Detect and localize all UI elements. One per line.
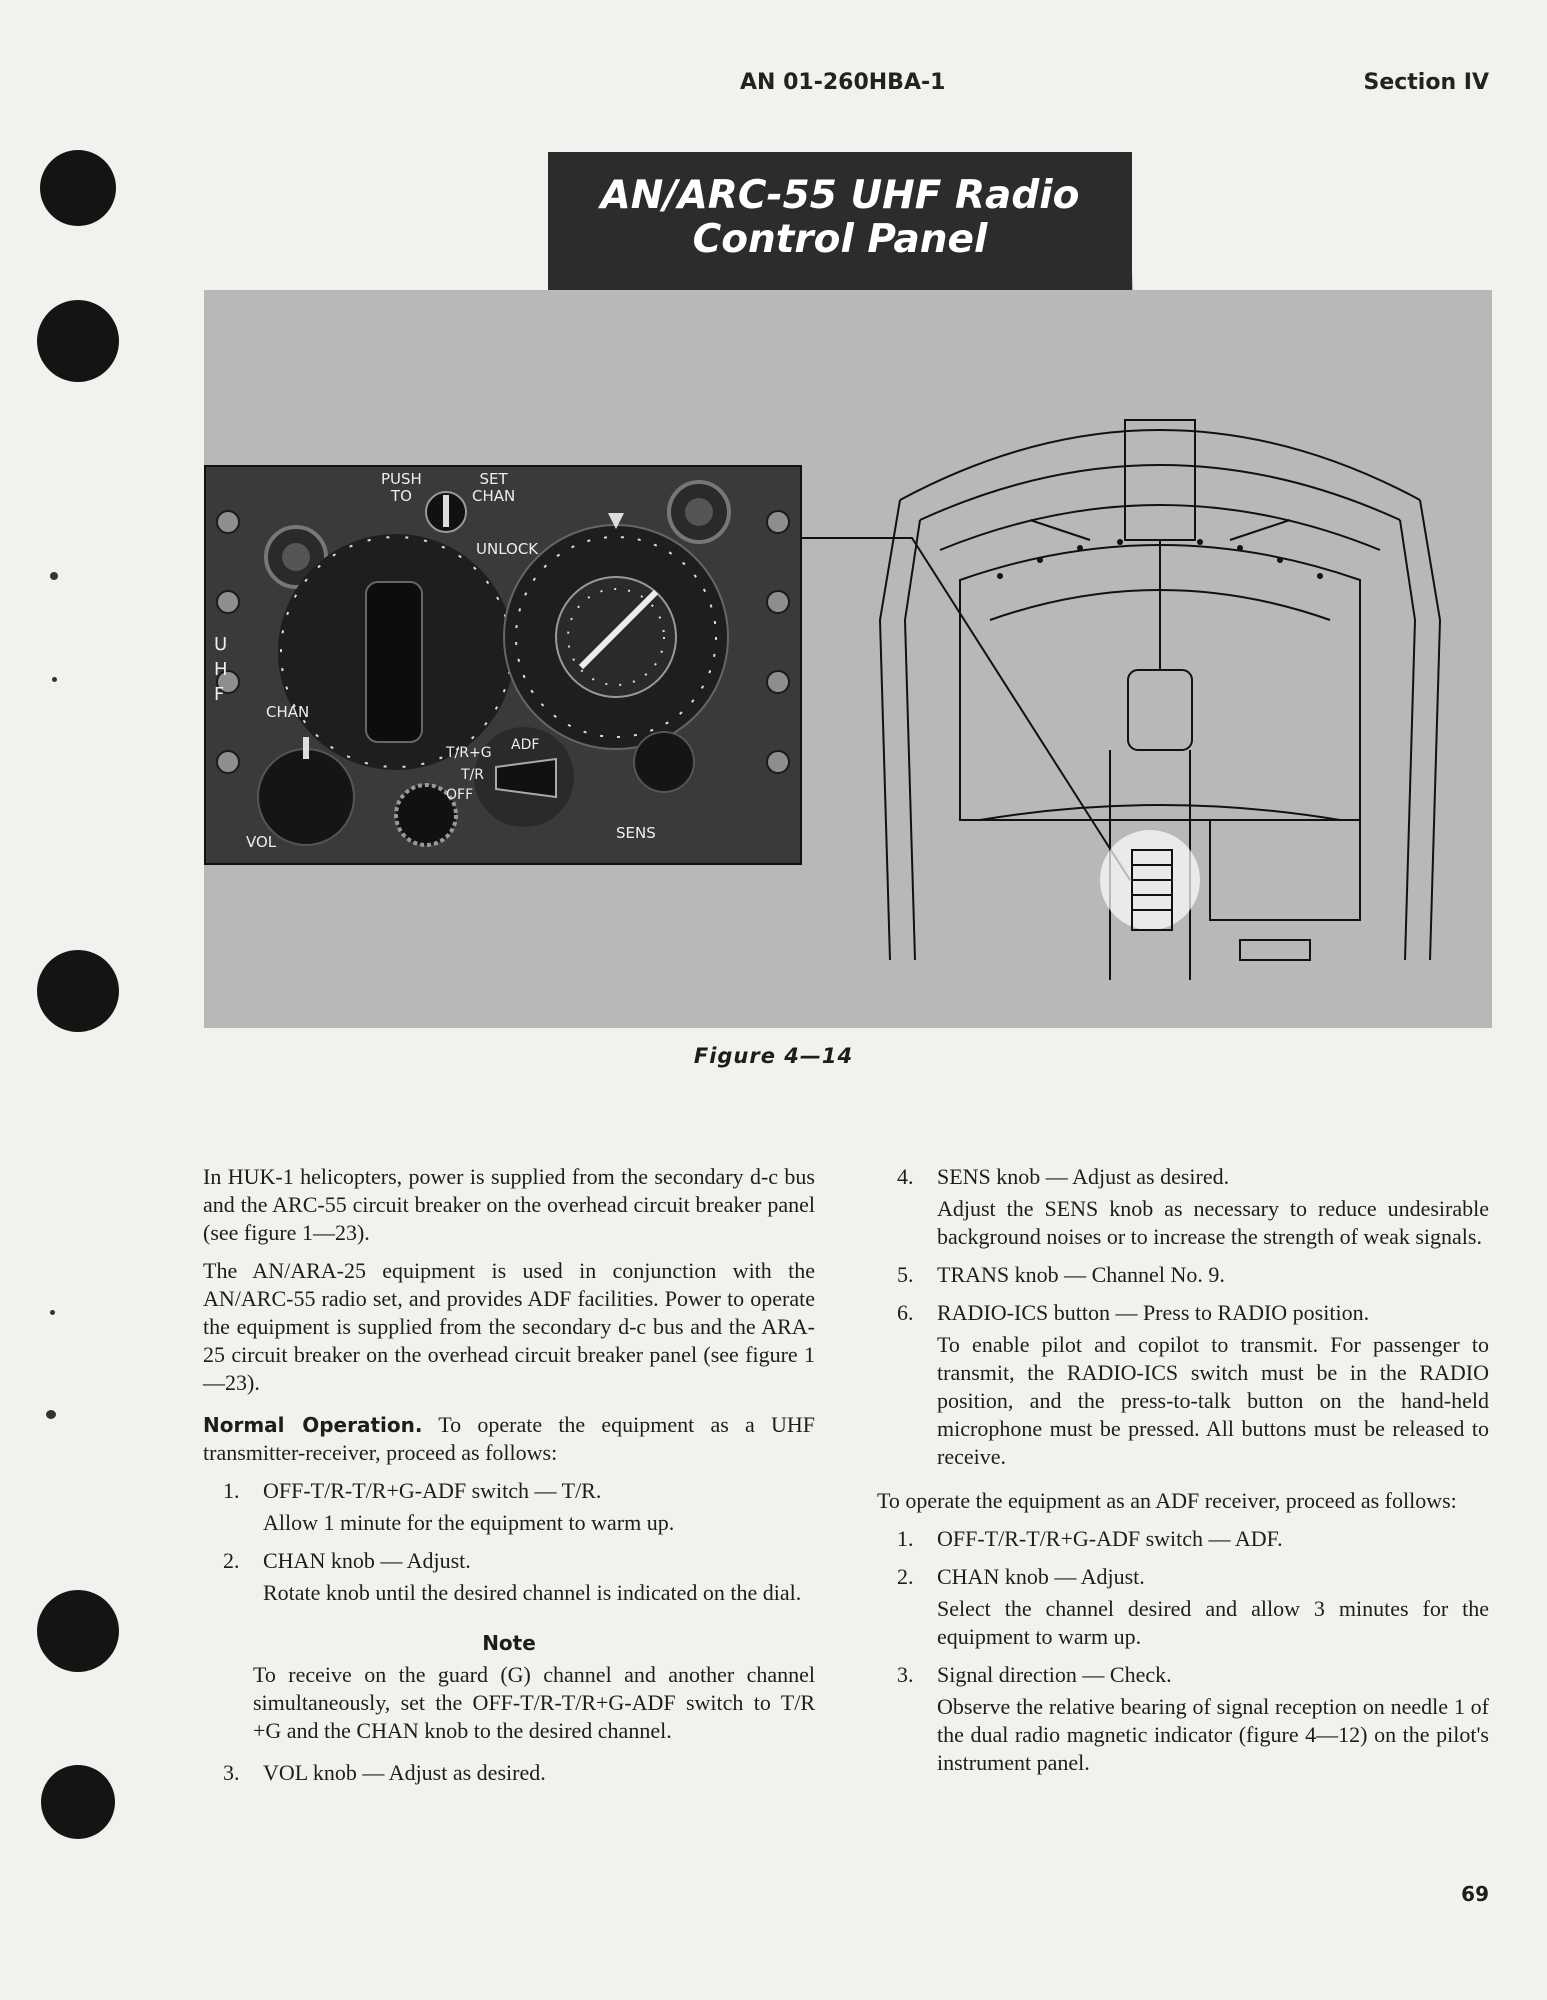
ara25-paragraph: The AN/ARA-25 equipment is used in conjunction with the AN/ARC-55 radio set, and provides ADF facilities. Power to operate the equipment is supplied from the secondary d-c bus and the ARA-25 circuit breaker on the overhead circuit breaker panel (see figure 1—23). bbox=[203, 1258, 815, 1395]
step-item bbox=[877, 1299, 1489, 1471]
note-text: To receive on the guard (G) channel and another channel simultaneously, set the OFF-T/R-T/R+G-ADF switch to T/R +G and the CHAN knob to the desired channel. bbox=[253, 1662, 815, 1743]
step-text: OFF-T/R-T/R+G-ADF switch — T/R. bbox=[263, 1478, 602, 1503]
note-heading: Note bbox=[482, 1631, 536, 1655]
step-item bbox=[203, 1477, 815, 1537]
step-text: TRANS knob — Channel No. 9. bbox=[937, 1262, 1225, 1287]
channel-window bbox=[366, 582, 422, 742]
step-detail: To enable pilot and copilot to transmit. For passenger to transmit, the RADIO-ICS switch must be in the RADIO position, and the press-to-talk button on the hand-held microphone must be pressed. All buttons must be released to receive. bbox=[937, 1332, 1489, 1469]
document-number: AN 01-260HBA-1 bbox=[740, 70, 946, 95]
uhf-control-panel bbox=[204, 465, 802, 865]
step-item bbox=[203, 1547, 815, 1607]
binder-hole bbox=[41, 1765, 115, 1839]
right-text-column bbox=[877, 1163, 1489, 1787]
vol-knob bbox=[258, 749, 354, 845]
step-text: Signal direction — Check. bbox=[937, 1662, 1172, 1687]
label-off: OFF bbox=[446, 787, 474, 803]
label-vol: VOL bbox=[246, 833, 277, 851]
cockpit-drawing bbox=[860, 400, 1460, 980]
section-label: Section IV bbox=[1363, 70, 1489, 95]
label-set-chan: SET CHAN bbox=[472, 470, 516, 505]
step-number: 4. bbox=[897, 1164, 914, 1189]
step-detail: Select the channel desired and allow 3 minutes for the equipment to warm up. bbox=[937, 1596, 1489, 1649]
figure-title-line2: Control Panel bbox=[692, 217, 988, 262]
figure-caption: Figure 4—14 bbox=[693, 1044, 854, 1068]
step-text: RADIO-ICS button — Press to RADIO position. bbox=[937, 1300, 1370, 1325]
step-text: SENS knob — Adjust as desired. bbox=[937, 1164, 1230, 1189]
label-push-to: PUSH TO bbox=[381, 470, 422, 505]
adf-intro-paragraph: To operate the equipment as an ADF receiver, proceed as follows: bbox=[877, 1488, 1457, 1513]
step-item bbox=[877, 1525, 1489, 1553]
step-number: 3. bbox=[897, 1662, 914, 1687]
normal-operation-paragraph bbox=[203, 1411, 815, 1467]
label-adf: ADF bbox=[511, 737, 540, 753]
step-item bbox=[877, 1563, 1489, 1651]
binder-hole bbox=[37, 1590, 119, 1672]
page-number: 69 bbox=[1461, 1882, 1489, 1906]
step-text: CHAN knob — Adjust. bbox=[937, 1564, 1145, 1589]
step-number: 3. bbox=[223, 1760, 240, 1785]
label-unlock: UNLOCK bbox=[476, 540, 539, 558]
step-detail: Adjust the SENS knob as necessary to reduce undesirable background noises or to increase the strength of weak signals. bbox=[937, 1196, 1489, 1249]
step-detail: Observe the relative bearing of signal reception on needle 1 of the dual radio magnetic indicator (figure 4—12) on the pilot's instrument panel. bbox=[937, 1694, 1489, 1775]
label-uhf: U H F bbox=[214, 634, 228, 705]
step-item bbox=[877, 1261, 1489, 1289]
label-chan: CHAN bbox=[266, 703, 310, 721]
normal-operation-runin: Normal Operation. bbox=[203, 1413, 423, 1437]
step-text: OFF-T/R-T/R+G-ADF switch — ADF. bbox=[937, 1526, 1283, 1551]
left-text-column bbox=[203, 1163, 815, 1797]
figure-title-line1: AN/ARC-55 UHF Radio bbox=[600, 173, 1080, 218]
paper-speck bbox=[50, 1310, 55, 1315]
step-text: CHAN knob — Adjust. bbox=[263, 1548, 471, 1573]
step-number: 1. bbox=[897, 1526, 914, 1551]
label-tr-g: T/R+G bbox=[446, 745, 492, 761]
step-number: 2. bbox=[897, 1564, 914, 1589]
step-detail: Rotate knob until the desired channel is indicated on the dial. bbox=[263, 1580, 802, 1605]
step-item bbox=[877, 1163, 1489, 1251]
step-number: 2. bbox=[223, 1548, 240, 1573]
step-number: 5. bbox=[897, 1262, 914, 1287]
normal-operation-text: To operate the equipment as a UHF transmitter-receiver, proceed as follows: bbox=[203, 1412, 815, 1465]
paper-speck bbox=[46, 1410, 56, 1419]
step-text: VOL knob — Adjust as desired. bbox=[263, 1760, 546, 1785]
step-number: 1. bbox=[223, 1478, 240, 1503]
label-sens: SENS bbox=[616, 824, 656, 842]
step-number: 6. bbox=[897, 1300, 914, 1325]
step-item bbox=[877, 1661, 1489, 1777]
label-tr: T/R bbox=[461, 767, 484, 783]
intro-paragraph: In HUK-1 helicopters, power is supplied from the secondary d-c bus and the ARC-55 circuit breaker on the overhead circuit breaker panel (see figure 1—23). bbox=[203, 1164, 815, 1245]
sens-knob bbox=[634, 732, 694, 792]
step-item bbox=[203, 1759, 815, 1787]
step-detail: Allow 1 minute for the equipment to warm up. bbox=[263, 1510, 675, 1535]
